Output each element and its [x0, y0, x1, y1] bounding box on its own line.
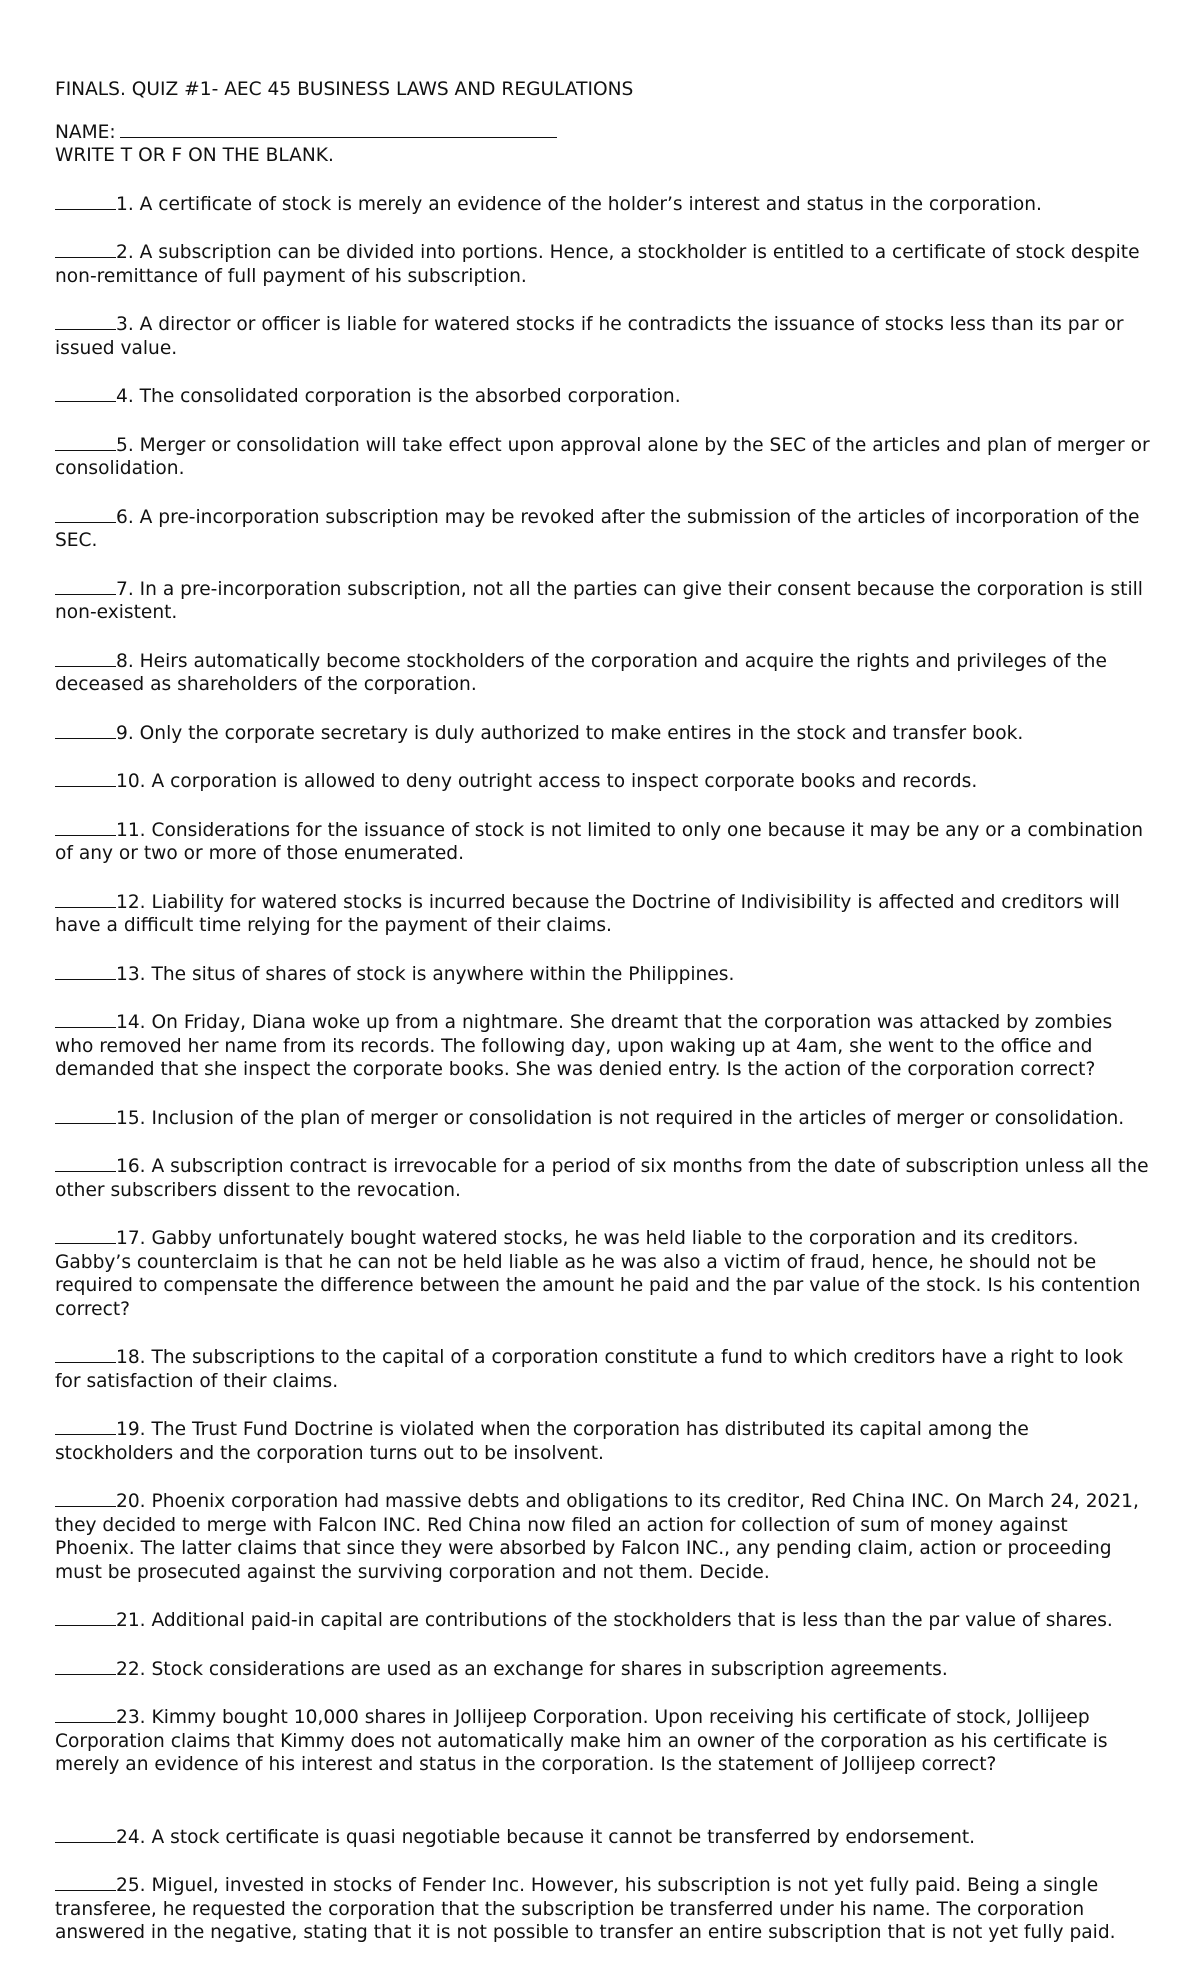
name-line — [55, 121, 1150, 145]
name-label: NAME: — [55, 121, 116, 143]
question-number: 5. — [116, 434, 134, 456]
answer-blank[interactable] — [55, 1226, 116, 1244]
answer-blank[interactable] — [55, 384, 116, 402]
answer-blank[interactable] — [55, 192, 116, 210]
answer-blank[interactable] — [55, 433, 116, 451]
question-number: 24. — [116, 1826, 146, 1848]
question-item — [55, 240, 1150, 288]
question-item — [55, 433, 1150, 481]
question-text: Considerations for the issuance of stock is not limited to only one because it may be any or a combination of any or two or more of those enumerated. — [55, 819, 1143, 864]
answer-blank[interactable] — [55, 1657, 116, 1675]
question-text: Only the corporate secretary is duly authorized to make entires in the stock and transfer book. — [139, 722, 1024, 744]
question-text: A subscription can be divided into portions. Hence, a stockholder is entitled to a certificate of stock despite non-remittance of full payment of his subscription. — [55, 242, 1140, 287]
answer-blank[interactable] — [55, 1873, 116, 1891]
question-text: The Trust Fund Doctrine is violated when the corporation has distributed its capital among the stockholders and the corporation turns out to be insolvent. — [55, 1419, 1029, 1464]
question-text: Liability for watered stocks is incurred because the Doctrine of Indivisibility is affected and creditors will have a difficult time relying for the payment of their claims. — [55, 891, 1120, 936]
question-text: A certificate of stock is merely an evidence of the holder’s interest and status in the corporation. — [139, 193, 1042, 215]
question-text: Gabby unfortunately bought watered stocks, he was held liable to the corporation and its creditors. Gabby’s counterclaim is that he can not be held liable as he was also a victim of fraud, hence, he should not be required to compensate the difference between the amount he paid and the par value of the stock. Is his contention correct? — [55, 1228, 1141, 1320]
question-item — [55, 1417, 1150, 1465]
question-number: 22. — [116, 1658, 146, 1680]
question-number: 15. — [116, 1107, 146, 1129]
question-item — [55, 818, 1150, 866]
answer-blank[interactable] — [55, 769, 116, 787]
quiz-title: FINALS. QUIZ #1- AEC 45 BUSINESS LAWS AND REGULATIONS — [55, 79, 634, 100]
question-item — [55, 1705, 1150, 1777]
question-text: The situs of shares of stock is anywhere within the Philippines. — [151, 963, 735, 985]
question-text: Kimmy bought 10,000 shares in Jollijeep Corporation. Upon receiving his certificate of stock, Jollijeep Corporation claims that Kimmy does not automatically make him an owner of the corporation as his certificate is merely an evidence of his interest and status in the corporation. Is the statement of Jollijeep correct? — [55, 1707, 1108, 1775]
question-number: 8. — [116, 650, 134, 672]
question-item — [55, 769, 1150, 794]
answer-blank[interactable] — [55, 962, 116, 980]
question-text: In a pre-incorporation subscription, not all the parties can give their consent because the corporation is still non-existent. — [55, 578, 1143, 623]
name-blank[interactable] — [120, 121, 557, 138]
answer-blank[interactable] — [55, 1608, 116, 1626]
answer-blank[interactable] — [55, 818, 116, 836]
question-number: 6. — [116, 506, 134, 528]
question-number: 1. — [116, 193, 134, 215]
question-item — [55, 505, 1150, 553]
answer-blank[interactable] — [55, 721, 116, 739]
question-number: 21. — [116, 1610, 146, 1631]
answer-blank[interactable] — [55, 1010, 116, 1028]
question-item — [55, 577, 1150, 625]
question-text: Miguel, invested in stocks of Fender Inc. However, his subscription is not yet fully paid. Being a single transferee, he requested the corporation that the subscription be transferred under his name. The corporation answered in the negative, stating that it is not possible to transfer an entire subscription that is not yet fully paid. — [55, 1875, 1116, 1943]
question-item — [55, 649, 1150, 697]
question-number: 14. — [116, 1012, 146, 1033]
question-number: 11. — [116, 819, 146, 841]
question-item — [55, 1226, 1150, 1321]
question-text: A corporation is allowed to deny outright access to inspect corporate books and records. — [151, 771, 978, 792]
question-number: 2. — [116, 242, 134, 263]
question-item — [55, 1608, 1150, 1633]
question-number: 23. — [116, 1707, 146, 1728]
question-text: Inclusion of the plan of merger or consolidation is not required in the articles of merger or consolidation. — [151, 1107, 1125, 1129]
question-number: 4. — [116, 386, 134, 407]
question-item — [55, 192, 1150, 217]
question-number: 12. — [116, 891, 146, 913]
question-item — [55, 721, 1150, 746]
answer-blank[interactable] — [55, 1106, 116, 1124]
question-item — [55, 1010, 1150, 1082]
question-item — [55, 384, 1150, 409]
question-number: 19. — [116, 1419, 146, 1440]
question-text: A stock certificate is quasi negotiable because it cannot be transferred by endorsement. — [151, 1826, 976, 1848]
question-item — [55, 890, 1150, 938]
question-text: Additional paid-in capital are contributions of the stockholders that is less than the par value of shares. — [151, 1610, 1113, 1631]
question-item — [55, 1657, 1150, 1682]
answer-blank[interactable] — [55, 649, 116, 667]
question-text: Merger or consolidation will take effect upon approval alone by the SEC of the articles and plan of merger or consolidation. — [55, 434, 1150, 479]
quiz-page — [55, 78, 1150, 1969]
answer-blank[interactable] — [55, 1345, 116, 1363]
question-text: The subscriptions to the capital of a corporation constitute a fund to which creditors have a right to look for satisfaction of their claims. — [55, 1347, 1123, 1392]
question-item — [55, 962, 1150, 987]
question-number: 25. — [116, 1875, 146, 1896]
answer-blank[interactable] — [55, 505, 116, 523]
answer-blank[interactable] — [55, 1154, 116, 1172]
answer-blank[interactable] — [55, 577, 116, 595]
question-number: 16. — [116, 1156, 146, 1177]
question-text: A pre-incorporation subscription may be revoked after the submission of the articles of incorporation of the SEC. — [55, 506, 1140, 551]
instructions: WRITE T OR F ON THE BLANK. — [55, 145, 334, 166]
question-item — [55, 1154, 1150, 1202]
question-text: Phoenix corporation had massive debts and obligations to its creditor, Red China INC. On March 24, 2021, they decided to merge with Falcon INC. Red China now filed an action for collection of sum of money against Phoenix. The latter claims that since they were absorbed by Falcon INC., any pending claim, action or proceeding must be prosecuted against the surviving corporation and not them. Decide. — [55, 1491, 1139, 1583]
question-text: Stock considerations are used as an exchange for shares in subscription agreements. — [151, 1658, 948, 1680]
question-number: 9. — [116, 722, 134, 744]
question-number: 20. — [116, 1491, 146, 1512]
answer-blank[interactable] — [55, 312, 116, 330]
question-item — [55, 1873, 1150, 1945]
question-number: 10. — [116, 771, 146, 792]
question-item — [55, 1345, 1150, 1393]
answer-blank[interactable] — [55, 1417, 116, 1435]
question-text: On Friday, Diana woke up from a nightmare. She dreamt that the corporation was attacked by zombies who removed her name from its records. The following day, upon waking up at 4am, she went to the office and demanded that she inspect the corporate books. She was denied entry. Is the action of the corporation correct? — [55, 1012, 1113, 1080]
question-text: A subscription contract is irrevocable for a period of six months from the date of subscription unless all the other subscribers dissent to the revocation. — [55, 1156, 1149, 1201]
question-item — [55, 1489, 1150, 1584]
answer-blank[interactable] — [55, 1825, 116, 1843]
question-number: 3. — [116, 314, 134, 335]
question-item — [55, 312, 1150, 360]
answer-blank[interactable] — [55, 240, 116, 258]
question-text: The consolidated corporation is the absorbed corporation. — [139, 386, 681, 407]
question-number: 13. — [116, 963, 146, 985]
question-item — [55, 1825, 1150, 1850]
question-number: 7. — [116, 578, 134, 600]
question-list — [55, 192, 1150, 1945]
answer-blank[interactable] — [55, 1489, 116, 1507]
question-number: 18. — [116, 1347, 146, 1368]
question-text: Heirs automatically become stockholders of the corporation and acquire the rights and privileges of the deceased as shareholders of the corporation. — [55, 650, 1107, 695]
question-number: 17. — [116, 1228, 146, 1249]
question-text: A director or officer is liable for watered stocks if he contradicts the issuance of stocks less than its par or issued value. — [55, 314, 1124, 359]
question-item — [55, 1106, 1150, 1131]
answer-blank[interactable] — [55, 1705, 116, 1723]
answer-blank[interactable] — [55, 890, 116, 908]
